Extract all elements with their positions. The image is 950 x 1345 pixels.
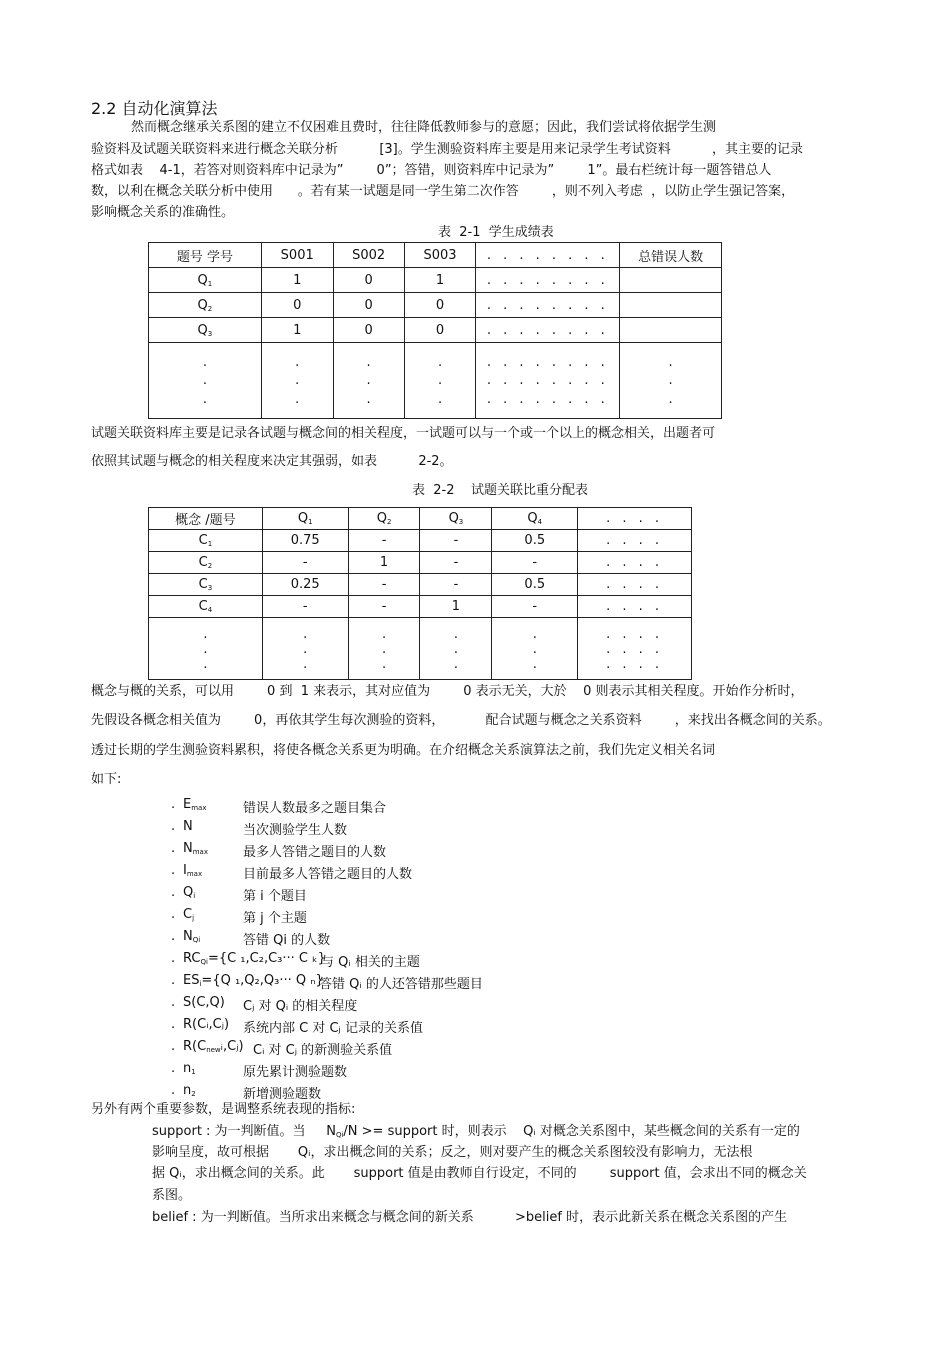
cell: 0.5 [492,530,578,552]
paragraph2-line-1: 试题关联资料库主要是记录各试题与概念间的相关程度，一试题可以与一个或一个以上的概念相关，出题者可 [91,426,716,441]
row-label: $Q_3$ [149,318,262,343]
header-cell: $Q_1$ [262,508,348,530]
paragraph3-line-3: 透过长期的学生测验资料累积，将使各概念关系更为明确。在介绍概念关系演算法之前，我们先定义相关名词 [91,743,716,758]
table-row [149,530,692,552]
header-cell: $Q_4$ [492,508,578,530]
cell: - [348,596,420,618]
row-label: $C_4$ [149,596,263,618]
cell: . . . . . . . . [476,293,620,318]
header-cell: $Q_3$ [420,508,492,530]
paragraph1-line-5: 影响概念关系的准确性。 [91,205,235,220]
paragraph2-line-2: 依照其试题与概念的相关程度来决定其强弱，如表 2-2。 [91,454,453,469]
cell: - [492,596,578,618]
cell: . . . . [578,530,692,552]
cell [620,293,722,318]
cell: 1 [348,552,420,574]
paragraph1-line-3: 格式如表 4-1，若答对则资料库中记录为” 0”；答错，则资料库中记录为” 1”。最右栏统计每一题答错总人 [91,163,772,178]
cell: 0.5 [492,574,578,596]
paragraph4: 另外有两个重要参数，是调整系统表现的指标: [91,1102,356,1117]
row-label: $Q_2$ [149,293,262,318]
support-line-2: 影响呈度，故可根据 Qᵢ，求出概念间的关系；反之，则对要产生的概念关系图较没有影响力，无法根 [152,1145,753,1160]
cell: 0 [404,293,476,318]
belief-line-1: belief : 为一判断值。当所求出来概念与概念间的新关系 >belief 时，表示此新关系在概念关系图的产生 [152,1210,788,1225]
table-row [149,596,692,618]
cell: - [492,552,578,574]
table1-caption: 表 2-1 学生成绩表 [438,225,554,240]
row-label: $C_1$ [149,530,263,552]
header-cell: 总错误人数 [620,243,722,268]
header-cell: S003 [404,243,476,268]
cell: - [420,530,492,552]
cell: - [348,530,420,552]
cell: 1 [261,268,333,293]
cell: 0 [333,318,404,343]
header-cell: $Q_2$ [348,508,420,530]
cell: 0 [404,318,476,343]
cell: . . . . [578,552,692,574]
table-row [149,293,722,318]
section-heading: 2.2 自动化演算法 [91,99,218,118]
cell [620,318,722,343]
header-cell: S002 [333,243,404,268]
paragraph3-line-4: 如下: [91,772,122,787]
cell: 0 [261,293,333,318]
cell: 1 [404,268,476,293]
header-cell: . . . . [578,508,692,530]
cell: 0 [333,268,404,293]
support-line-1: support : 为一判断值。当 $N_{Qi}/N$ >= support 时，则表示 Qᵢ 对概念关系图中，某些概念间的关系有一定的 [152,1124,800,1139]
cell: 1 [261,318,333,343]
paragraph3-line-1: 概念与概的关系，可以用 0 到 1 来表示，其对应值为 0 表示无关，大於 0 则表示其相关程度。开始作分析时， [91,684,804,699]
paragraph1-line-1: 然而概念继承关系图的建立不仅困难且费时，往往降低教师参与的意愿；因此，我们尝试将依据学生测 [131,120,717,135]
cell: . . . . . . . . [476,318,620,343]
paragraph1-line-2: 验资料及试题关联资料来进行概念关联分析 [3]。学生测验资料库主要是用来记录学生考试资料 ，其主要的记录 [91,142,804,157]
cell: - [348,574,420,596]
table-row [149,268,722,293]
header-cell: . . . . . . . . [476,243,620,268]
header-cell: 题号 学号 [149,243,262,268]
paragraph3-line-2: 先假设各概念相关值为 0，再依其学生每次测验的资料， 配合试题与概念之关系资料 ，来找出各概念间的关系。 [91,713,831,728]
cell: 0.75 [262,530,348,552]
cell: - [262,596,348,618]
cell: 0 [333,293,404,318]
cell: - [262,552,348,574]
table-header-row [149,243,722,268]
table-row [149,574,692,596]
cell: 1 [420,596,492,618]
cell: . . . . [578,596,692,618]
table-row [149,318,722,343]
paragraph1-line-4: 数，以利在概念关联分析中使用 。若有某一试题是同一学生第二次作答 ，则不列入考虑 ，以防止学生强记答案， [91,184,795,199]
ellipsis-row: . . . . . . . . . . . . . . . . . . . . . . . . . . . . . . . . . . . . . . . [149,343,722,419]
cell: - [420,574,492,596]
table-header-row [149,508,692,530]
support-line-4: 系图。 [152,1188,192,1203]
row-label: $C_3$ [149,574,263,596]
cell: - [420,552,492,574]
concept-weight-table [148,507,692,680]
row-label: $C_2$ [149,552,263,574]
header-cell: S001 [261,243,333,268]
cell: . . . . . . . . [476,268,620,293]
support-line-3: 据 Qᵢ，求出概念间的关系。此 support 值是由教师自行设定，不同的 support 值，会求出不同的概念关 [152,1166,807,1181]
row-label: $Q_1$ [149,268,262,293]
table-row [149,552,692,574]
header-cell: 概念 /题号 [149,508,263,530]
cell [620,268,722,293]
cell: . . . . [578,574,692,596]
student-score-table [148,242,722,419]
ellipsis-row: . . . . . . . . . . . . . . . . . . . . . . . . . . . [149,618,692,680]
cell: 0.25 [262,574,348,596]
table2-caption: 表 2-2 试题关联比重分配表 [412,483,589,498]
